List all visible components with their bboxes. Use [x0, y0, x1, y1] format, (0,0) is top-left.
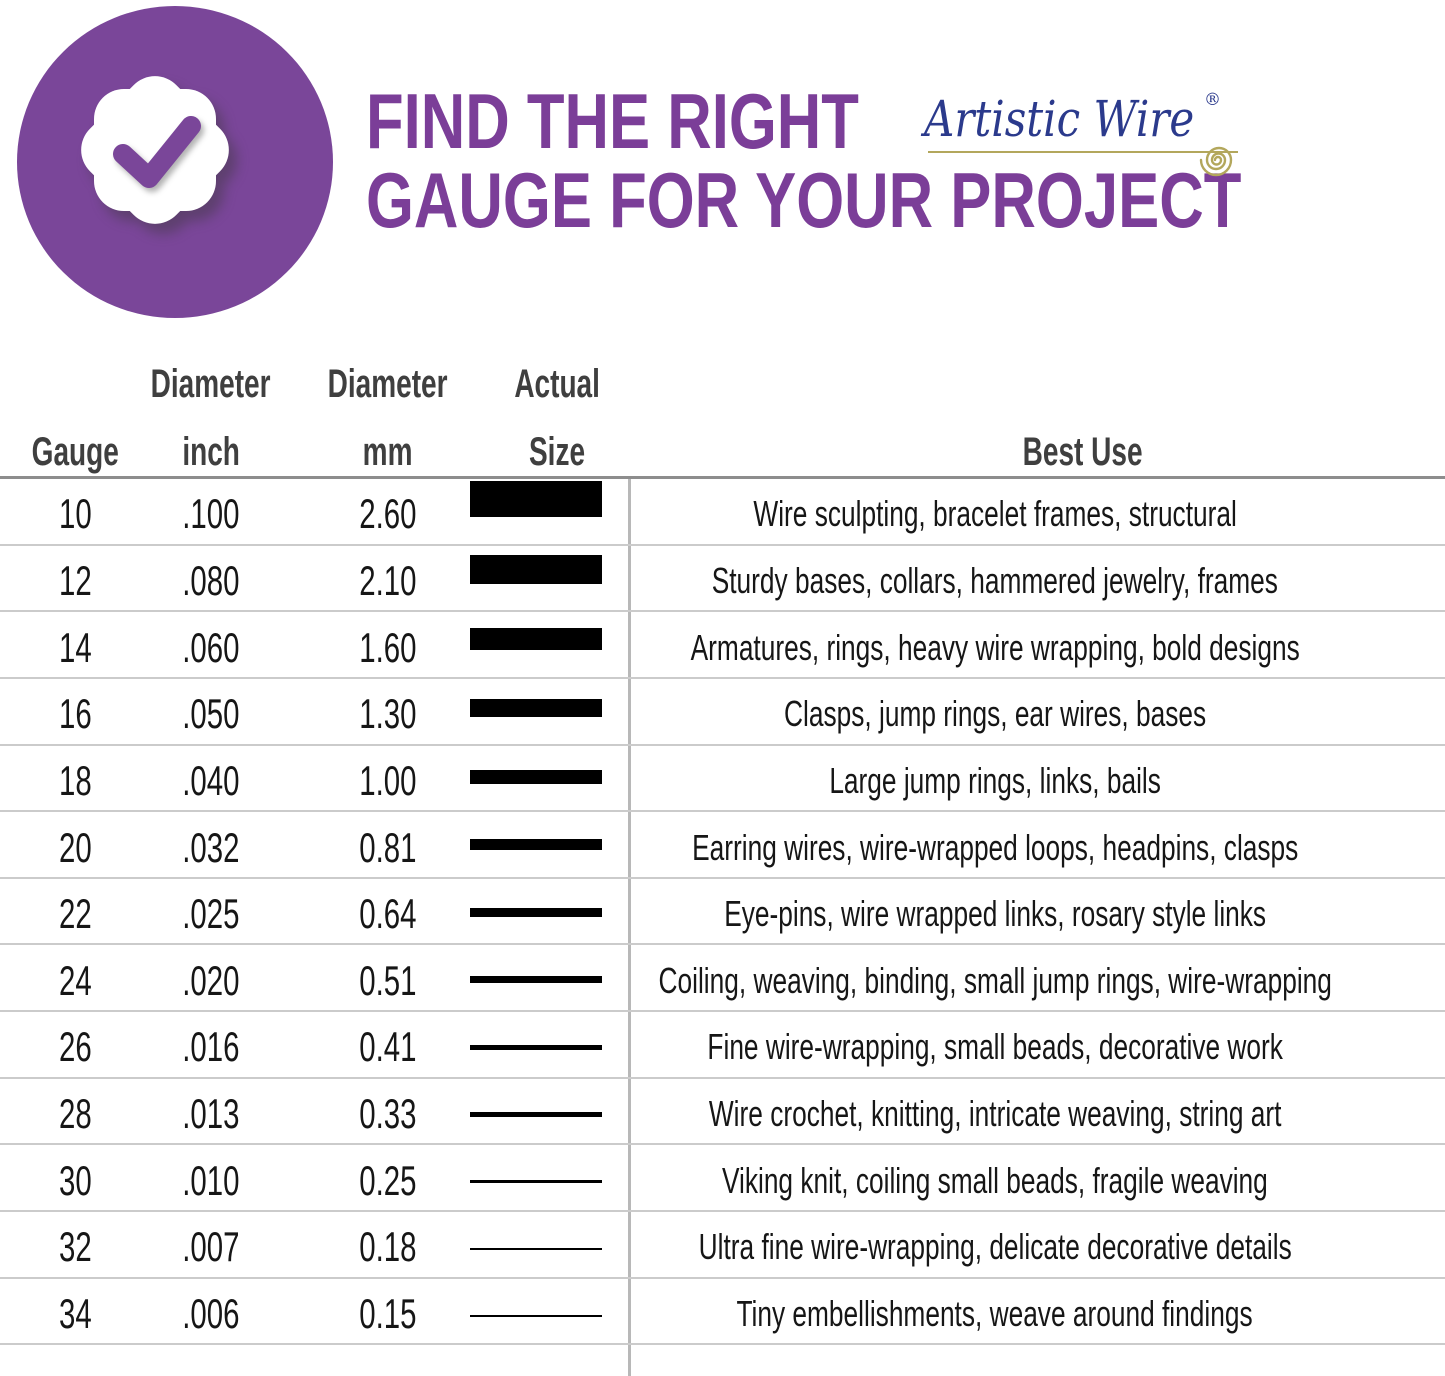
registered-mark: ® — [1204, 90, 1221, 110]
inch-value: .020 — [182, 956, 240, 1004]
header-best-use: Best Use — [1022, 429, 1143, 474]
inch-value: .080 — [182, 556, 240, 604]
inch-value: .007 — [182, 1223, 240, 1271]
best-use-value: Clasps, jump rings, ear wires, bases — [783, 693, 1207, 735]
mm-value: 0.41 — [359, 1023, 417, 1071]
title-line-2: GAUGE FOR YOUR PROJECT — [366, 156, 1242, 244]
best-use-value: Viking knit, coiling small beads, fragile weaving — [722, 1159, 1268, 1201]
inch-value: .060 — [182, 623, 240, 671]
header-size: Size — [529, 429, 586, 474]
best-use-value: Eye-pins, wire wrapped links, rosary style links — [724, 893, 1266, 935]
best-use-value: Armatures, rings, heavy wire wrapping, bold designs — [690, 626, 1300, 668]
page-title — [366, 77, 1445, 244]
header-inch: inch — [182, 429, 240, 474]
table-row — [0, 746, 1445, 813]
spiral-icon — [1186, 132, 1250, 192]
table-row — [0, 612, 1445, 679]
gauge-value: 26 — [58, 1023, 92, 1071]
mm-value: 0.25 — [359, 1156, 417, 1204]
gauge-value: 32 — [58, 1223, 92, 1271]
table-row — [0, 1145, 1445, 1212]
actual-size-bar — [470, 746, 602, 811]
gauge-value: 12 — [58, 556, 92, 604]
gauge-value: 30 — [58, 1156, 92, 1204]
inch-value: .016 — [182, 1023, 240, 1071]
mm-value: 1.60 — [359, 623, 417, 671]
mm-value: 2.60 — [359, 490, 417, 538]
actual-size-bar — [470, 479, 602, 544]
mm-value: 0.51 — [359, 956, 417, 1004]
actual-size-bar — [470, 879, 602, 944]
gauge-value: 28 — [58, 1090, 92, 1138]
gauge-value: 22 — [58, 890, 92, 938]
best-use-value: Fine wire-wrapping, small beads, decorative work — [707, 1026, 1283, 1068]
actual-size-bar — [470, 1279, 602, 1344]
table-row — [0, 1279, 1445, 1346]
gauge-value: 24 — [58, 956, 92, 1004]
mm-value: 2.10 — [359, 556, 417, 604]
best-use-value: Coiling, weaving, binding, small jump rings, wire-wrapping — [658, 959, 1332, 1001]
inch-value: .013 — [182, 1090, 240, 1138]
actual-size-bar — [470, 945, 602, 1010]
gauge-value: 18 — [58, 756, 92, 804]
inch-value: .006 — [182, 1290, 240, 1337]
actual-size-bar — [470, 1012, 602, 1077]
gauge-table — [0, 479, 1445, 1345]
best-use-value: Earring wires, wire-wrapped loops, headpins, clasps — [691, 826, 1299, 868]
mm-value: 1.00 — [359, 756, 417, 804]
inch-value: .025 — [182, 890, 240, 938]
header-actual: Actual — [514, 361, 601, 406]
gauge-value: 14 — [58, 623, 92, 671]
actual-size-bar — [470, 546, 602, 611]
best-use-value: Sturdy bases, collars, hammered jewelry, frames — [711, 559, 1279, 601]
mm-value: 0.64 — [359, 890, 417, 938]
best-use-value: Ultra fine wire-wrapping, delicate decorative details — [698, 1226, 1292, 1268]
logo-text: Artistic Wire — [924, 90, 1195, 148]
actual-size-bar — [470, 679, 602, 744]
gauge-value: 20 — [58, 823, 92, 871]
best-use-value: Wire sculpting, bracelet frames, structural — [753, 493, 1237, 535]
table-row — [0, 1012, 1445, 1079]
actual-size-bar — [470, 1145, 602, 1210]
mm-value: 0.81 — [359, 823, 417, 871]
best-use-value: Large jump rings, links, bails — [829, 759, 1161, 801]
table-row — [0, 546, 1445, 613]
header-diameter-inch: Diameter — [151, 361, 271, 406]
gauge-value: 34 — [58, 1290, 92, 1337]
best-use-value: Wire crochet, knitting, intricate weaving, string art — [708, 1093, 1282, 1135]
title-line-1: FIND THE RIGHT — [366, 77, 859, 165]
actual-size-bar — [470, 612, 602, 677]
table-row — [0, 679, 1445, 746]
table-row — [0, 479, 1445, 546]
inch-value: .040 — [182, 756, 240, 804]
actual-size-bar — [470, 1212, 602, 1277]
best-use-value: Tiny embellishments, weave around findings — [736, 1293, 1254, 1334]
inch-value: .050 — [182, 690, 240, 738]
inch-value: .010 — [182, 1156, 240, 1204]
gauge-value: 10 — [58, 490, 92, 538]
actual-size-bar — [470, 1079, 602, 1144]
mm-value: 0.15 — [359, 1290, 417, 1337]
mm-value: 0.18 — [359, 1223, 417, 1271]
gauge-value: 16 — [58, 690, 92, 738]
table-row — [0, 1079, 1445, 1146]
header-diameter-mm: Diameter — [328, 361, 448, 406]
mm-value: 0.33 — [359, 1090, 417, 1138]
table-row — [0, 879, 1445, 946]
mm-value: 1.30 — [359, 690, 417, 738]
header-mm: mm — [363, 429, 413, 474]
check-icon — [65, 60, 245, 240]
inch-value: .032 — [182, 823, 240, 871]
table-row — [0, 812, 1445, 879]
table-row — [0, 1212, 1445, 1279]
header-gauge: Gauge — [31, 429, 119, 474]
inch-value: .100 — [182, 490, 240, 538]
table-row — [0, 945, 1445, 1012]
actual-size-bar — [470, 812, 602, 877]
